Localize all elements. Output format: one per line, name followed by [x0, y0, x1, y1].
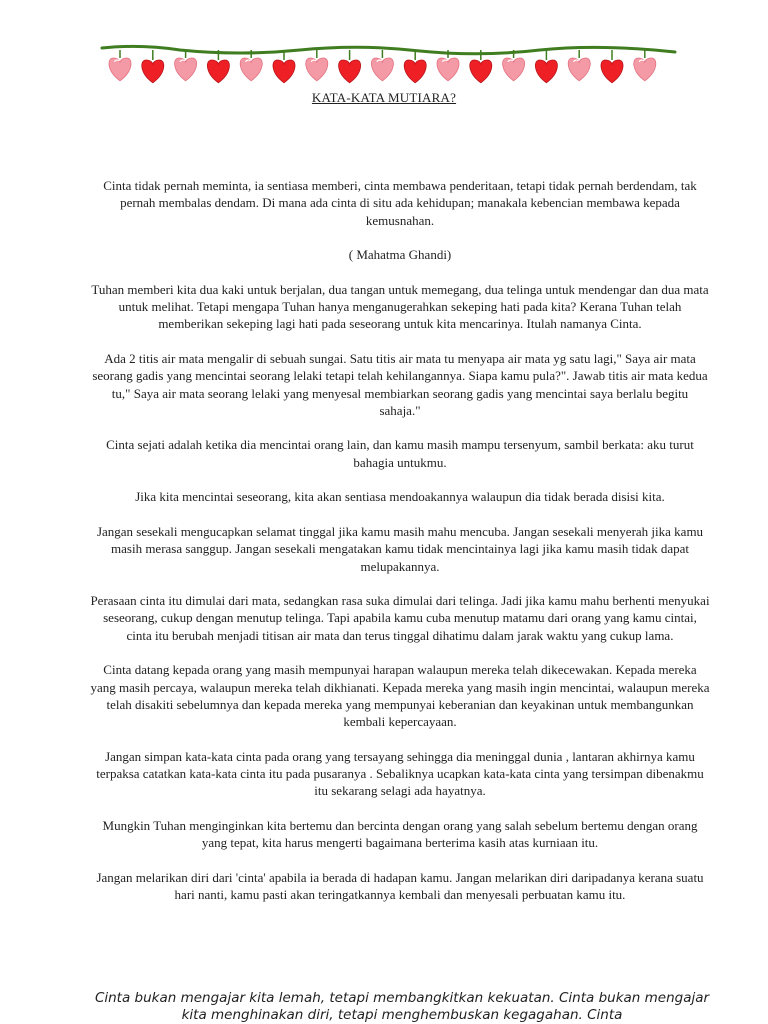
- paragraph: Mungkin Tuhan menginginkan kita bertemu dan bercinta dengan orang yang salah sebelum bertemu dengan orang yang tepat, kita harus mengerti bagaimana berterima kasih atas kurniaan itu.: [102, 817, 698, 851]
- heart-icon: [535, 50, 557, 83]
- paragraph: Cinta tidak pernah meminta, ia sentiasa memberi, cinta membawa penderitaan, tetapi tidak pernah berdendam, tak pernah membalas dendam. Di mana ada cinta di situ ada kehidupan; manakala kebencian membawa kepada kemusnahan.: [103, 178, 697, 228]
- heart-icon: [634, 50, 656, 81]
- heart-icon: [404, 50, 426, 83]
- heart-icon: [568, 50, 590, 81]
- heart-icon: [306, 50, 328, 81]
- heart-icon: [503, 50, 525, 81]
- paragraph: Tuhan memberi kita dua kaki untuk berjalan, dua tangan untuk memegang, dua telinga untuk mendengar dan dua mata untuk melihat. Tetapi mengapa Tuhan hanya menganugerahkan sekeping hati pada kita? Kerana Tuhan telah memberikan sekeping lagi hati pada seseorang untuk kita mencarinya. Itulah namanya Cinta.: [91, 281, 709, 332]
- page-title: KATA-KATA MUTIARA?: [311, 90, 457, 105]
- heart-icon: [240, 50, 262, 81]
- document-body: [90, 177, 710, 921]
- quote-attribution: ( Mahatma Ghandi): [348, 247, 452, 263]
- heart-icon: [142, 50, 164, 83]
- paragraph: Perasaan cinta itu dimulai dari mata, sedangkan rasa suka dimulai dari telinga. Jadi jika kamu mahu berhenti menyukai seseorang, cukup dengan menutup telinga. Tapi apabila kamu cuba menutup matamu dari orang yang kamu cintai, cinta itu berubah menjadi titisan air mata dan terus tinggal dihatimu dalam jarak waktu yang cukup lama.: [90, 593, 710, 643]
- paragraph: Ada 2 titis air mata mengalir di sebuah sungai. Satu titis air mata tu menyapa air mata yg satu lagi," Saya air mata seorang gadis yang mencintai seorang lelaki tetapi telah kehilangannya. Siapa kamu pula?". Jawab titis air mata kedua tu," Saya air mata seorang lelaki yang menyesal membiarkan seorang gadis yang mencintai saya berlalu begitu sahaja.": [92, 350, 708, 418]
- paragraph: Jika kita mencintai seseorang, kita akan sentiasa mendoakannya walaupun dia tidak berada disisi kita.: [135, 489, 665, 505]
- heart-icon: [339, 50, 361, 83]
- paragraph: Jangan simpan kata-kata cinta pada orang yang tersayang sehingga dia meninggal dunia , lantaran akhirnya kamu terpaksa catatkan kata-kata cinta itu pada pusaranya . Sebaliknya ucapkan kata-kata cinta yang tersimpan dibenakmu itu sekarang selagi ada hayatnya.: [96, 748, 704, 799]
- heart-icon: [601, 50, 623, 83]
- paragraph: Jangan sesekali mengucapkan selamat tinggal jika kamu masih mahu mencuba. Jangan sesekali menyerah jika kamu masih merasa sanggup. Jangan sesekali mengatakan kamu tidak mencintainya lagi jika kamu masih tidak dapat melupakannya.: [96, 523, 704, 574]
- heart-icon: [109, 50, 131, 81]
- heart-garland-icon: [100, 40, 680, 88]
- paragraph: Cinta datang kepada orang yang masih mempunyai harapan walaupun mereka telah dikecewakan. Kepada mereka yang masih percaya, walaupun mereka telah dikhianati. Kepada mereka yang masih ingin mencintai, walaupun mereka telah disakiti sebelumnya dan kepada mereka yang mempunyai keberanian dan keyakinan untuk membangunkan kembali kepercayaan.: [90, 662, 710, 730]
- heart-icon: [273, 50, 295, 83]
- heart-icon: [175, 50, 197, 81]
- paragraph: Jangan melarikan diri dari 'cinta' apabila ia berada di hadapan kamu. Jangan melarikan diri daripadanya kerana suatu hari nanti, kamu pasti akan teringatkannya kembali dan menyesali perbuatan kamu itu.: [96, 869, 704, 903]
- closing-quote: Cinta bukan mengajar kita lemah, tetapi membangkitkan kekuatan. Cinta bukan mengajar kita menghinakan diri, tetapi menghembuskan kegagahan. Cinta: [94, 990, 710, 1023]
- heart-icon: [207, 50, 229, 83]
- paragraph: Cinta sejati adalah ketika dia mencintai orang lain, dan kamu masih mampu tersenyum, sambil berkata: aku turut bahagia untukmu.: [106, 437, 694, 470]
- heart-icon: [371, 50, 393, 81]
